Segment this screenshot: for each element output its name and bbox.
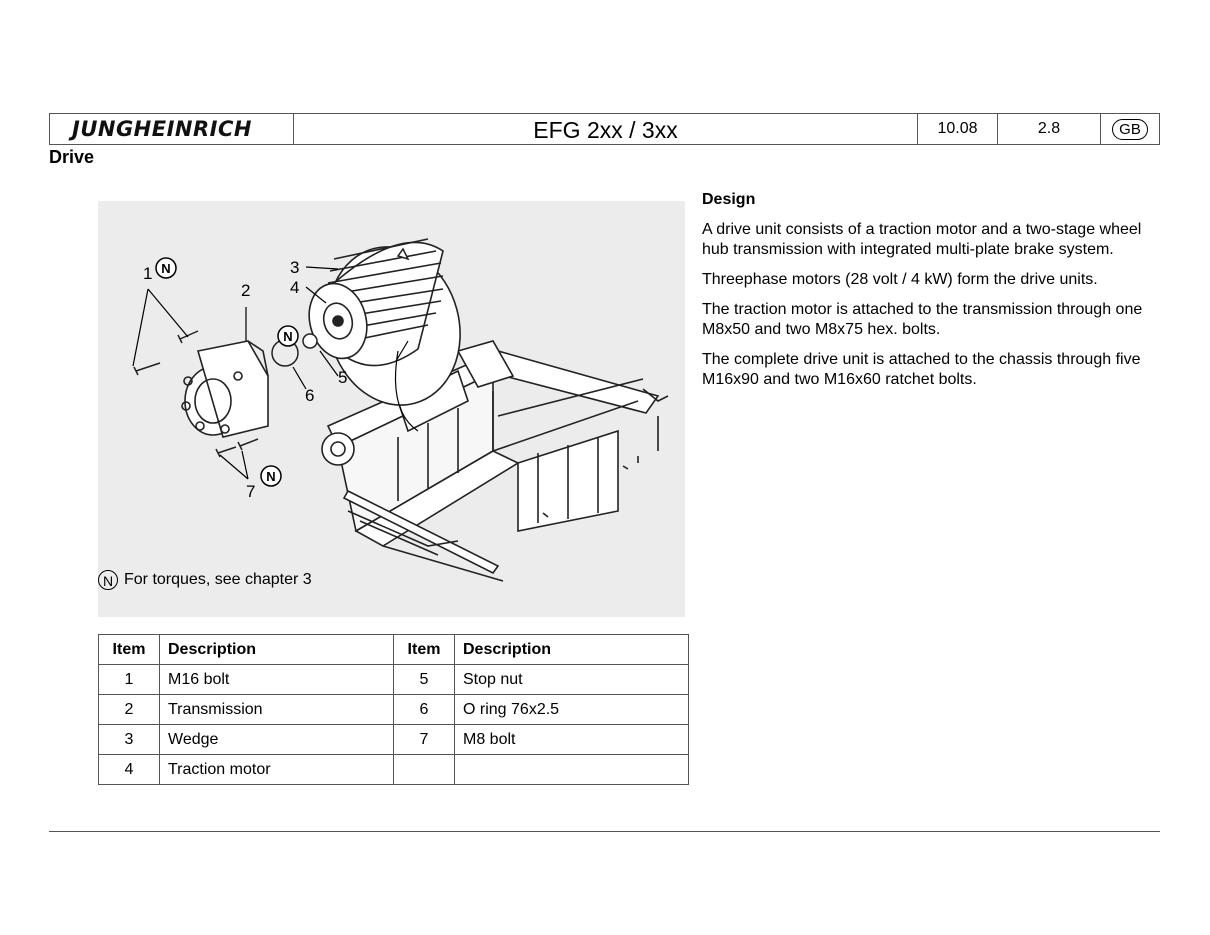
- item-description: Transmission: [160, 695, 394, 725]
- section-title: Drive: [49, 147, 95, 167]
- item-description: Wedge: [160, 725, 394, 755]
- item-number: 3: [99, 725, 160, 755]
- language-cell: [1101, 114, 1159, 144]
- table-row: [99, 695, 689, 725]
- item-number: 4: [99, 755, 160, 785]
- item-number: 5: [394, 665, 455, 695]
- design-heading: Design: [702, 191, 756, 208]
- item-description: Stop nut: [455, 665, 689, 695]
- design-paragraph: Threephase motors (28 volt / 4 kW) form the drive units.: [702, 271, 1098, 288]
- n-marker-2: N: [283, 329, 293, 344]
- callout-7: 7: [246, 482, 256, 501]
- model-name: EFG 2xx / 3xx: [533, 116, 678, 143]
- n-marker-3: N: [266, 469, 276, 484]
- item-description: M16 bolt: [160, 665, 394, 695]
- design-paragraph: The complete drive unit is attached to the chassis through five M16x90 and two M16x60 ratchet bolts.: [702, 351, 1141, 388]
- item-number: 7: [394, 725, 455, 755]
- callout-6: 6: [305, 386, 315, 405]
- footer-divider: [49, 831, 1160, 832]
- brand-logo: JUNGHEINRICH: [72, 117, 252, 141]
- revision-date: 10.08: [937, 120, 978, 137]
- model-cell: [294, 114, 918, 144]
- drive-unit-drawing: [98, 201, 685, 617]
- page-number-cell: [998, 114, 1101, 144]
- item-number: 1: [99, 665, 160, 695]
- design-section: [702, 190, 1162, 400]
- callout-4: 4: [290, 278, 300, 297]
- n-marker-1: N: [161, 261, 171, 276]
- column-header-description: Description: [160, 635, 394, 665]
- column-header-description: Description: [455, 635, 689, 665]
- column-header-item: Item: [99, 635, 160, 665]
- n-marker-icon: N: [98, 570, 118, 590]
- item-description: M8 bolt: [455, 725, 689, 755]
- callout-2: 2: [241, 281, 251, 300]
- item-description: [455, 755, 689, 785]
- table-row: [99, 755, 689, 785]
- exploded-drive-figure: [98, 201, 685, 617]
- column-header-item: Item: [394, 635, 455, 665]
- callout-3: 3: [290, 258, 300, 277]
- design-paragraph: A drive unit consists of a traction motor and a two-stage wheel hub transmission with integrated multi-plate brake system.: [702, 221, 1142, 258]
- callout-5: 5: [338, 368, 348, 387]
- item-number: 6: [394, 695, 455, 725]
- torque-note-text: For torques, see chapter 3: [124, 571, 312, 588]
- date-cell: [918, 114, 998, 144]
- design-paragraph: The traction motor is attached to the transmission through one M8x50 and two M8x75 hex. bolts.: [702, 301, 1143, 338]
- language-badge: GB: [1112, 119, 1148, 140]
- transmission-drawing: [182, 341, 268, 437]
- page-header: [49, 113, 1160, 145]
- logo-cell: [50, 114, 294, 144]
- page-number: 2.8: [1037, 120, 1061, 137]
- item-number: [394, 755, 455, 785]
- callout-1: 1: [143, 264, 153, 283]
- parts-table: [98, 634, 689, 785]
- torque-note: [98, 570, 312, 590]
- item-description: Traction motor: [160, 755, 394, 785]
- item-number: 2: [99, 695, 160, 725]
- table-row: [99, 665, 689, 695]
- item-description: O ring 76x2.5: [455, 695, 689, 725]
- table-header-row: [99, 635, 689, 665]
- table-row: [99, 725, 689, 755]
